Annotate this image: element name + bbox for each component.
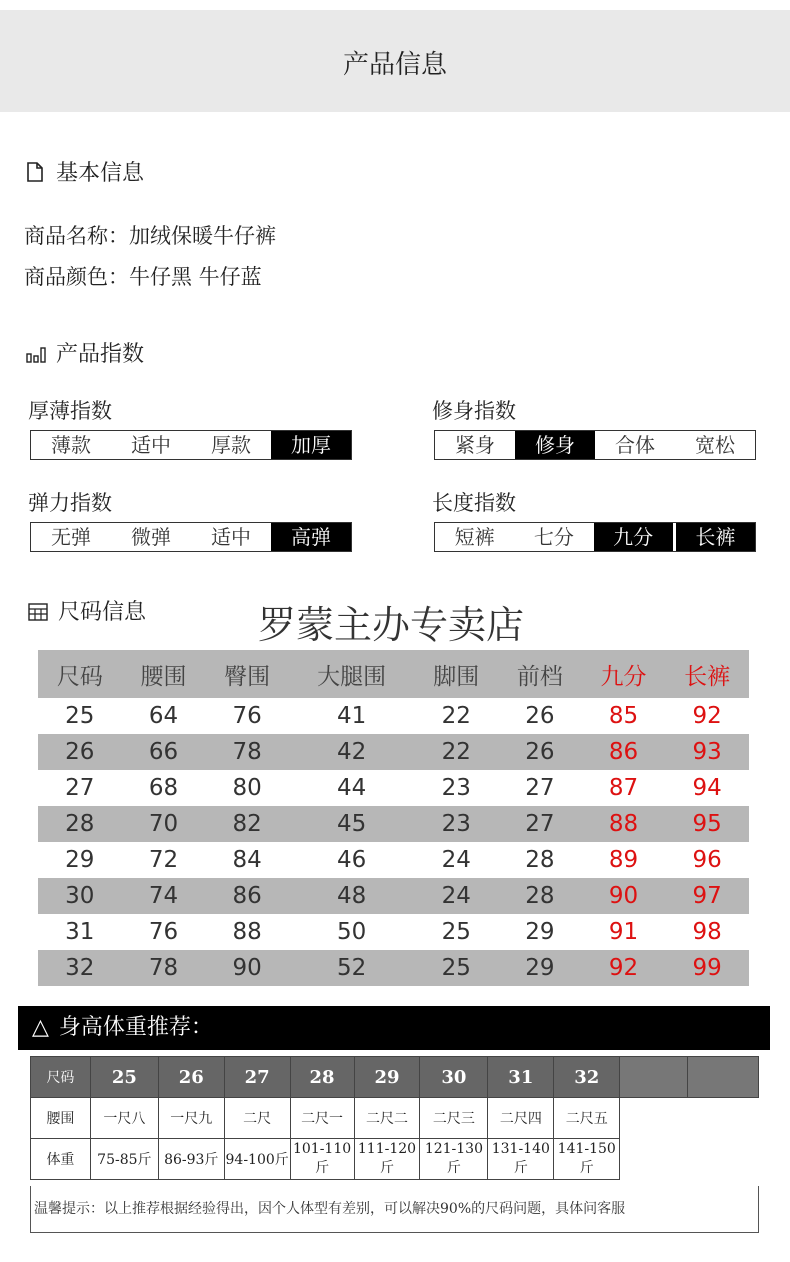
size-info-heading xyxy=(28,595,146,627)
col-header: 脚围 xyxy=(414,650,498,698)
elasticity-option: 无弹 xyxy=(51,525,91,549)
size-table-row xyxy=(38,842,749,878)
size-table-cell: 74 xyxy=(122,878,206,914)
recommend-weight-cell: 111-120斤 xyxy=(354,1139,420,1180)
triangle-icon: △ xyxy=(32,1015,49,1040)
col-header: 前档 xyxy=(498,650,582,698)
size-table-row xyxy=(38,806,749,842)
size-table-cell: 32 xyxy=(38,950,122,986)
size-table-cell: 46 xyxy=(337,847,367,873)
elasticity-option-selected: 高弹 xyxy=(271,523,351,551)
page-title: 产品信息 xyxy=(342,50,447,80)
fit-label: 修身指数 xyxy=(432,399,516,423)
size-table-cell: 44 xyxy=(337,775,367,801)
basic-info-title: 基本信息 xyxy=(56,161,145,186)
recommend-waist-cell: 二尺二 xyxy=(354,1098,420,1139)
size-row-label: 尺码 xyxy=(31,1057,91,1098)
size-table-cell: 52 xyxy=(289,950,414,986)
size-table-cell: 23 xyxy=(414,806,498,842)
elasticity-option: 微弹 xyxy=(131,525,171,549)
grid-table-icon xyxy=(28,602,50,627)
elasticity-option: 适中 xyxy=(211,525,251,549)
size-table-cell: 68 xyxy=(148,775,179,801)
size-table-cell: 90 xyxy=(582,878,666,914)
size-table-row xyxy=(38,914,749,950)
size-table-row xyxy=(38,950,749,986)
size-table-cell: 87 xyxy=(608,775,639,801)
weight-row-label: 体重 xyxy=(31,1139,91,1180)
fit-option: 紧身 xyxy=(455,433,495,457)
empty-cell xyxy=(620,1057,688,1098)
size-table-cell: 82 xyxy=(205,806,289,842)
recommend-size-cell: 28 xyxy=(290,1057,354,1098)
size-table-cell: 45 xyxy=(289,806,414,842)
size-table-cell: 25 xyxy=(441,919,471,945)
waist-row-label: 腰围 xyxy=(31,1098,91,1139)
product-color-label: 商品颜色： xyxy=(24,265,129,289)
recommend-waist-cell: 二尺五 xyxy=(554,1098,620,1139)
thickness-option: 薄款 xyxy=(51,433,91,457)
size-table-cell: 28 xyxy=(525,847,555,873)
fit-scale xyxy=(434,430,756,460)
size-table-cell: 96 xyxy=(692,847,722,873)
size-table-row xyxy=(38,878,749,914)
recommend-weight-row xyxy=(31,1139,759,1180)
recommend-weight-cell: 94-100斤 xyxy=(224,1139,290,1180)
size-table-cell: 25 xyxy=(414,950,498,986)
product-name-label: 商品名称： xyxy=(24,224,129,248)
recommend-weight-cell: 141-150斤 xyxy=(554,1139,620,1180)
empty-cell xyxy=(688,1139,759,1180)
size-table-cell: 26 xyxy=(38,734,122,770)
size-table-cell: 28 xyxy=(498,878,582,914)
length-option: 七分 xyxy=(533,525,574,549)
size-table-cell: 29 xyxy=(498,950,582,986)
length-scale xyxy=(434,522,756,552)
col-header: 九分 xyxy=(582,650,666,698)
size-table-cell: 98 xyxy=(692,919,722,945)
recommend-size-cell: 25 xyxy=(90,1057,158,1098)
size-table-cell: 24 xyxy=(441,847,471,873)
size-table-cell: 94 xyxy=(692,775,722,801)
size-table-cell: 24 xyxy=(414,878,498,914)
recommend-weight-cell: 101-110斤 xyxy=(290,1139,354,1180)
thickness-option: 厚款 xyxy=(211,433,251,457)
store-name: 罗蒙主办专卖店 xyxy=(258,603,525,647)
recommend-waist-cell: 二尺四 xyxy=(488,1098,554,1139)
size-table-cell: 26 xyxy=(525,703,555,729)
size-table-cell: 25 xyxy=(65,703,95,729)
size-table-cell: 88 xyxy=(232,919,262,945)
size-table-cell: 42 xyxy=(289,734,414,770)
recommend-waist-cell: 二尺三 xyxy=(420,1098,488,1139)
size-table-cell: 86 xyxy=(205,878,289,914)
recommend-waist-cell: 一尺八 xyxy=(90,1098,158,1139)
size-table-cell: 41 xyxy=(337,703,367,729)
thickness-scale xyxy=(30,430,352,460)
product-index-heading xyxy=(26,337,144,369)
recommend-size-cell: 27 xyxy=(224,1057,290,1098)
size-table-cell: 99 xyxy=(665,950,749,986)
recommend-size-cell: 32 xyxy=(554,1057,620,1098)
size-table-cell: 31 xyxy=(65,919,95,945)
empty-cell xyxy=(620,1098,688,1139)
size-table-cell: 72 xyxy=(148,847,179,873)
size-table-cell: 92 xyxy=(582,950,666,986)
recommend-size-row xyxy=(31,1057,759,1098)
thickness-label: 厚薄指数 xyxy=(28,399,112,423)
size-table-cell: 64 xyxy=(148,703,179,729)
size-table-cell: 89 xyxy=(608,847,639,873)
recommend-title: 身高体重推荐： xyxy=(58,1015,213,1040)
col-header: 臀围 xyxy=(205,650,289,698)
recommend-size-cell: 26 xyxy=(158,1057,224,1098)
product-index-title: 产品指数 xyxy=(56,342,145,367)
size-table-cell: 27 xyxy=(65,775,95,801)
size-table-cell: 88 xyxy=(582,806,666,842)
product-name-value: 加绒保暖牛仔裤 xyxy=(129,224,276,248)
fit-option: 宽松 xyxy=(695,433,735,457)
size-table-cell: 91 xyxy=(608,919,639,945)
size-table xyxy=(38,650,749,986)
size-table-cell: 90 xyxy=(205,950,289,986)
size-table-cell: 92 xyxy=(692,703,722,729)
thickness-option: 适中 xyxy=(131,433,171,457)
recommend-size-cell: 30 xyxy=(420,1057,488,1098)
size-table-cell: 30 xyxy=(38,878,122,914)
bar-chart-icon xyxy=(26,344,48,369)
recommend-weight-cell: 121-130斤 xyxy=(420,1139,488,1180)
recommend-size-cell: 31 xyxy=(488,1057,554,1098)
empty-cell xyxy=(688,1057,759,1098)
product-name-row xyxy=(24,220,276,250)
size-table-cell: 22 xyxy=(441,703,471,729)
size-table-cell: 85 xyxy=(608,703,639,729)
recommend-size-cell: 29 xyxy=(354,1057,420,1098)
recommend-waist-cell: 二尺一 xyxy=(290,1098,354,1139)
empty-cell xyxy=(688,1098,759,1139)
fit-option: 合体 xyxy=(615,433,655,457)
recommend-waist-row xyxy=(31,1098,759,1139)
recommend-weight-cell: 131-140斤 xyxy=(488,1139,554,1180)
recommend-waist-cell: 二尺 xyxy=(224,1098,290,1139)
document-icon xyxy=(26,162,48,188)
col-header: 大腿围 xyxy=(289,650,414,698)
size-table-row xyxy=(38,770,749,806)
recommend-tip: 温馨提示：以上推荐根据经验得出，因个人体型有差别，可以解决90%的尺码问题，具体问客服 xyxy=(34,1201,626,1217)
size-table-cell: 48 xyxy=(289,878,414,914)
length-option-selected: 九分 xyxy=(594,523,673,551)
recommend-table xyxy=(30,1056,759,1180)
size-table-cell: 93 xyxy=(665,734,749,770)
col-header: 腰围 xyxy=(122,650,206,698)
size-table-cell: 70 xyxy=(122,806,206,842)
size-table-cell: 26 xyxy=(498,734,582,770)
col-header: 长裤 xyxy=(665,650,749,698)
col-header: 尺码 xyxy=(38,650,122,698)
basic-info-heading xyxy=(26,156,144,188)
thickness-option-selected: 加厚 xyxy=(271,431,351,459)
product-color-value: 牛仔黑 牛仔蓝 xyxy=(129,265,262,289)
size-table-cell: 29 xyxy=(65,847,95,873)
fit-option-selected: 修身 xyxy=(515,431,595,459)
size-table-cell: 76 xyxy=(148,919,179,945)
size-table-cell: 50 xyxy=(337,919,367,945)
size-table-cell: 97 xyxy=(665,878,749,914)
elasticity-scale xyxy=(30,522,352,552)
size-info-title: 尺码信息 xyxy=(58,600,147,625)
size-table-cell: 27 xyxy=(498,806,582,842)
elasticity-label: 弹力指数 xyxy=(28,491,112,515)
size-table-cell: 29 xyxy=(525,919,555,945)
empty-cell xyxy=(620,1139,688,1180)
size-table-cell: 23 xyxy=(441,775,471,801)
length-option-selected: 长裤 xyxy=(676,523,755,551)
recommend-banner xyxy=(18,1006,770,1050)
size-table-cell: 80 xyxy=(232,775,262,801)
recommend-weight-cell: 75-85斤 xyxy=(90,1139,158,1180)
recommend-waist-cell: 一尺九 xyxy=(158,1098,224,1139)
size-table-cell: 95 xyxy=(665,806,749,842)
size-table-cell: 28 xyxy=(38,806,122,842)
recommend-weight-cell: 86-93斤 xyxy=(158,1139,224,1180)
size-table-header xyxy=(38,650,749,698)
size-table-row xyxy=(38,734,749,770)
size-table-cell: 66 xyxy=(122,734,206,770)
size-table-cell: 78 xyxy=(205,734,289,770)
product-color-row xyxy=(24,261,262,291)
size-table-cell: 84 xyxy=(232,847,262,873)
size-table-cell: 27 xyxy=(525,775,555,801)
length-label: 长度指数 xyxy=(432,491,516,515)
length-option: 短裤 xyxy=(454,525,495,549)
size-table-row xyxy=(38,698,749,734)
page-header xyxy=(0,10,790,112)
size-table-cell: 78 xyxy=(122,950,206,986)
size-table-cell: 76 xyxy=(232,703,262,729)
size-table-cell: 86 xyxy=(582,734,666,770)
size-table-cell: 22 xyxy=(414,734,498,770)
